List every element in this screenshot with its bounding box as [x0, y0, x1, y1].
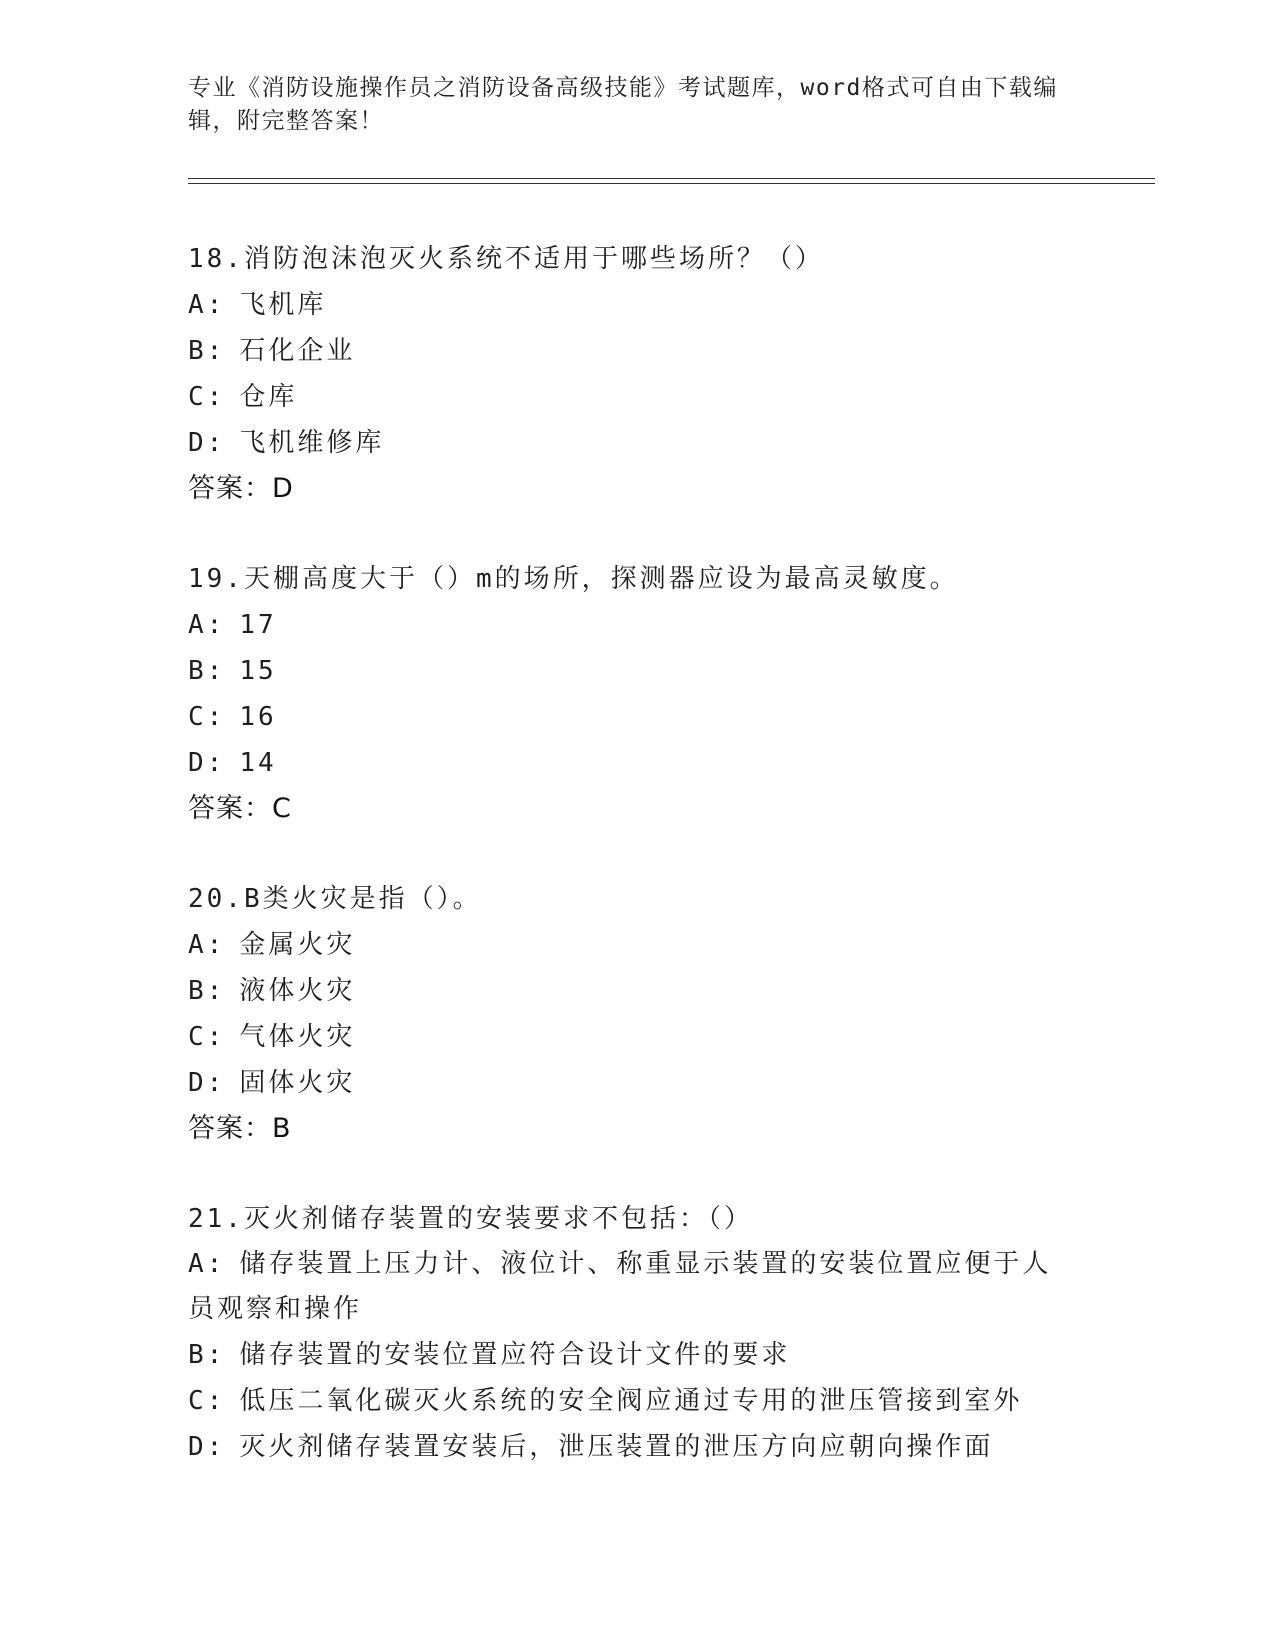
question-stem: 21.灭火剂储存装置的安装要求不包括：（）: [188, 1204, 753, 1234]
option-letter: A: [188, 1249, 207, 1279]
option-text: 15: [239, 656, 277, 686]
option-letter: D: [188, 428, 207, 458]
option-d: [188, 1060, 1088, 1106]
question-20: [188, 876, 1088, 1152]
option-d: [188, 420, 1088, 466]
option-text: 金属火灾: [239, 930, 356, 960]
option-a: [188, 282, 1088, 328]
answer-line: [188, 466, 1088, 512]
option-letter: B: [188, 336, 207, 366]
document-header: 专业《消防设施操作员之消防设备高级技能》考试题库，word格式可自由下载编辑，附完整答案！: [188, 75, 1058, 134]
option-letter: C: [188, 1386, 207, 1416]
option-a: [188, 602, 1088, 648]
option-separator: :: [206, 702, 226, 732]
question-stem: 18.消防泡沫泡灭火系统不适用于哪些场所？（）: [188, 244, 824, 274]
option-separator: :: [206, 382, 226, 412]
option-d: [188, 1424, 1088, 1470]
option-separator: :: [206, 1068, 226, 1098]
option-text: 气体火灾: [239, 1022, 356, 1052]
option-text: 17: [239, 610, 277, 640]
question-18: [188, 236, 1088, 512]
answer-line: [188, 786, 1088, 832]
option-separator: :: [206, 290, 226, 320]
option-c: [188, 1378, 1088, 1424]
option-b: [188, 328, 1088, 374]
option-text: 石化企业: [239, 336, 356, 366]
option-letter: B: [188, 976, 207, 1006]
option-letter: D: [188, 1068, 207, 1098]
option-a: [188, 1242, 1068, 1332]
option-separator: :: [206, 976, 226, 1006]
option-letter: C: [188, 1022, 207, 1052]
option-separator: :: [206, 1022, 226, 1052]
option-text: 灭火剂储存装置安装后，泄压装置的泄压方向应朝向操作面: [239, 1432, 994, 1462]
option-b: [188, 968, 1088, 1014]
option-text: 低压二氧化碳灭火系统的安全阀应通过专用的泄压管接到室外: [239, 1386, 1023, 1416]
option-separator: :: [206, 1249, 226, 1279]
option-letter: A: [188, 930, 207, 960]
option-text: 仓库: [239, 382, 298, 412]
option-text: 14: [239, 748, 277, 778]
option-text: 固体火灾: [239, 1068, 356, 1098]
answer-label: 答案：: [188, 793, 272, 824]
option-separator: :: [206, 428, 226, 458]
option-c: [188, 374, 1088, 420]
option-separator: :: [206, 748, 226, 778]
option-separator: :: [206, 930, 226, 960]
option-letter: D: [188, 1432, 207, 1462]
header-divider-top: [188, 178, 1155, 179]
option-b: [188, 648, 1088, 694]
option-letter: C: [188, 702, 207, 732]
option-letter: B: [188, 656, 207, 686]
option-c: [188, 1014, 1088, 1060]
option-letter: A: [188, 290, 207, 320]
question-19: [188, 556, 1088, 832]
option-separator: :: [206, 1340, 226, 1370]
option-letter: D: [188, 748, 207, 778]
option-c: [188, 694, 1088, 740]
option-separator: :: [206, 1386, 226, 1416]
option-letter: B: [188, 1340, 207, 1370]
option-text: 16: [239, 702, 277, 732]
option-text: 液体火灾: [239, 976, 356, 1006]
option-separator: :: [206, 336, 226, 366]
option-text: 储存装置上压力计、液位计、称重显示装置的安装位置应便于人员观察和操作: [188, 1249, 1052, 1324]
option-separator: :: [206, 656, 226, 686]
option-letter: C: [188, 382, 207, 412]
question-stem: 20.B类火灾是指（）。: [188, 884, 482, 914]
answer-line: [188, 1106, 1088, 1152]
option-text: 飞机维修库: [239, 428, 385, 458]
header-divider-bottom: [188, 183, 1155, 184]
answer-value: C: [272, 793, 292, 824]
option-separator: :: [206, 610, 226, 640]
option-d: [188, 740, 1088, 786]
option-text: 储存装置的安装位置应符合设计文件的要求: [239, 1340, 791, 1370]
option-b: [188, 1332, 1088, 1378]
answer-label: 答案：: [188, 1113, 272, 1144]
answer-label: 答案：: [188, 473, 272, 504]
question-stem: 19.天棚高度大于（）m的场所，探测器应设为最高灵敏度。: [188, 564, 959, 594]
option-a: [188, 922, 1088, 968]
answer-value: D: [272, 473, 294, 504]
question-21: [188, 1196, 1088, 1470]
option-text: 飞机库: [239, 290, 327, 320]
option-letter: A: [188, 610, 207, 640]
answer-value: B: [272, 1113, 292, 1144]
option-separator: :: [206, 1432, 226, 1462]
